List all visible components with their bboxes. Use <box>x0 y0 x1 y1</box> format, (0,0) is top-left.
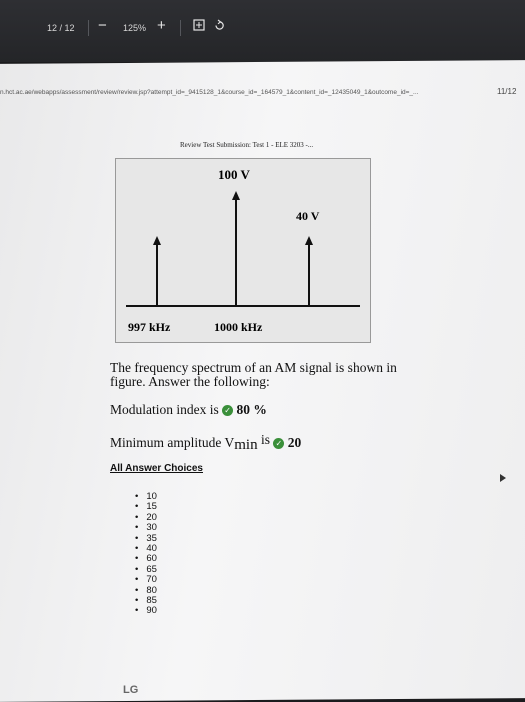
minimum-amplitude-answer: 20 <box>287 435 302 450</box>
zoom-out-button[interactable]: − <box>98 17 107 34</box>
answer-choices-list <box>135 492 157 617</box>
list-item: • 70 <box>135 575 157 585</box>
frequency-spectrum-figure <box>115 158 371 343</box>
carrier-amplitude-label: 100 V <box>218 167 250 182</box>
page-title: Review Test Submission: Test 1 - ELE 3203 -... <box>180 141 314 149</box>
browser-url: n.hct.ac.ae/webapps/assessment/review/review.jsp?attempt_id=_9415128_1&course_id=_164579_1&content_id=_12435049_1&outcome_id=_... <box>0 89 419 96</box>
page-indicator[interactable]: 12 / 12 <box>47 23 75 33</box>
minimum-amplitude-is: is <box>260 432 270 447</box>
list-item: • 85 <box>135 596 157 606</box>
pdf-viewer-toolbar <box>0 0 525 62</box>
carrier-frequency-label: 1000 kHz <box>214 320 263 334</box>
question-text: The frequency spectrum of an AM signal is shown in figure. Answer the following: <box>110 360 397 389</box>
lower-sideband-arrow <box>153 236 161 245</box>
upper-sideband-arrow <box>305 236 313 245</box>
modulation-index-answer: 80 % <box>236 402 267 417</box>
modulation-index-row <box>110 403 267 417</box>
toolbar-divider <box>180 20 181 36</box>
rotate-icon[interactable] <box>213 19 226 36</box>
minimum-amplitude-subscript: min <box>234 437 258 453</box>
monitor-logo: LG <box>123 684 139 696</box>
list-item: • 90 <box>135 606 157 616</box>
carrier-arrow <box>232 191 240 200</box>
list-item: • 65 <box>135 565 157 575</box>
list-item: • 80 <box>135 586 157 596</box>
list-item: • 15 <box>135 502 157 512</box>
lower-frequency-label: 997 kHz <box>128 320 171 334</box>
list-item: • 35 <box>135 534 157 544</box>
check-icon: ✓ <box>273 438 284 449</box>
zoom-level[interactable]: 125% <box>123 23 147 33</box>
modulation-index-label: Modulation index is <box>110 402 219 417</box>
page-count: 11/12 <box>497 87 517 96</box>
list-item: • 10 <box>135 492 157 502</box>
mouse-cursor-icon <box>500 474 506 482</box>
sideband-amplitude-label: 40 V <box>296 209 320 223</box>
all-answer-choices-heading: All Answer Choices <box>110 463 203 474</box>
minimum-amplitude-label: Minimum amplitude V <box>110 435 235 450</box>
toolbar-divider <box>88 20 89 36</box>
fit-page-icon[interactable] <box>193 19 205 35</box>
zoom-in-button[interactable]: + <box>157 17 166 34</box>
list-item: • 40 <box>135 544 157 554</box>
spectrum-plot <box>116 159 370 342</box>
list-item: • 20 <box>135 513 157 523</box>
check-icon: ✓ <box>222 405 233 416</box>
list-item: • 60 <box>135 554 157 564</box>
minimum-amplitude-row <box>110 433 301 452</box>
list-item: • 30 <box>135 523 157 533</box>
